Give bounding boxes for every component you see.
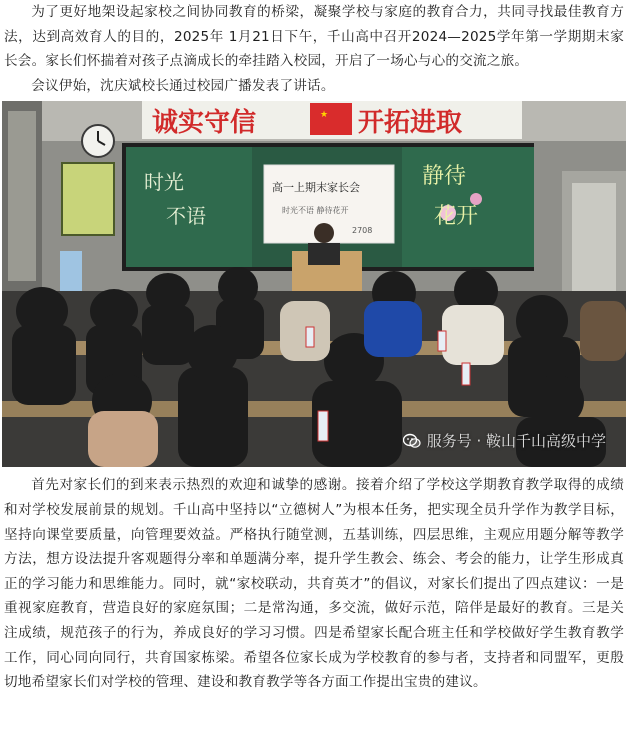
screen-subtitle: 时光不语 静待花开: [282, 206, 349, 216]
meeting-photo: [2, 101, 626, 467]
intro-paragraph: 为了更好地架设起家校之间协同教育的桥梁，凝聚学校与家庭的教育合力，共同寻找最佳教育方法，达到高效育人的目的，2025年 1月21日下午，千山高中召开2024—2025学年第一学期期末家长会。家长们怀揣着对孩子点滴成长的牵挂踏入校园，开启了一场心与心的交流之旅。: [4, 4, 624, 70]
svg-text:★: ★: [320, 110, 329, 121]
board-left-line2: 不语: [166, 204, 206, 229]
banner-right-text: 开拓进取: [358, 108, 463, 139]
board-right-line1: 静待: [422, 164, 467, 190]
wechat-icon: [403, 433, 421, 449]
board-right-line2: 花开: [434, 204, 479, 230]
banner-left-text: 诚实守信: [152, 108, 257, 139]
screen-class: 2708: [352, 226, 373, 236]
photo-illustration: [2, 101, 626, 467]
board-left-line1: 时光: [144, 170, 184, 195]
opening-paragraph: 会议伊始，沈庆斌校长通过校园广播发表了讲话。: [31, 77, 335, 94]
watermark-text: 服务号 · 鞍山千山高级中学: [426, 432, 606, 451]
watermark: [403, 430, 606, 451]
speech-paragraph: 首先对家长们的到来表示热烈的欢迎和诚挚的感谢。接着介绍了学校这学期教育教学取得的成绩和对学校发展前景的规划。千山高中坚持以“立德树人”为根本任务，把实现全员升学作为教学目标，坚持向课堂要质量，向管理要效益。严格执行随堂测，五基训练，四层思维，主观应用题分解等教学方法，想方设法提升客观题得分率和单题满分率，提升学生教会、练会、考会的能力，让学生形成真正的学习能力和思维能力。同时，就“家校联动，共育英才”的倡议，对家长们提出了四点建议：一是重视家庭教育，营造良好的家庭氛围；二是常沟通，多交流，做好示范，陪伴是最好的教育。三是关注成绩，规范孩子的行为，养成良好的学习习惯。四是希望家长配合班主任和学校做好学生教育教学工作，同心同向同行，共育国家栋梁。希望各位家长成为学校教育的参与者，支持者和同盟军，更殷切地希望家长们对学校的管理、建设和教育教学等各方面工作提出宝贵的建议。: [4, 477, 624, 691]
screen-title: 高一上期末家长会: [272, 181, 360, 195]
